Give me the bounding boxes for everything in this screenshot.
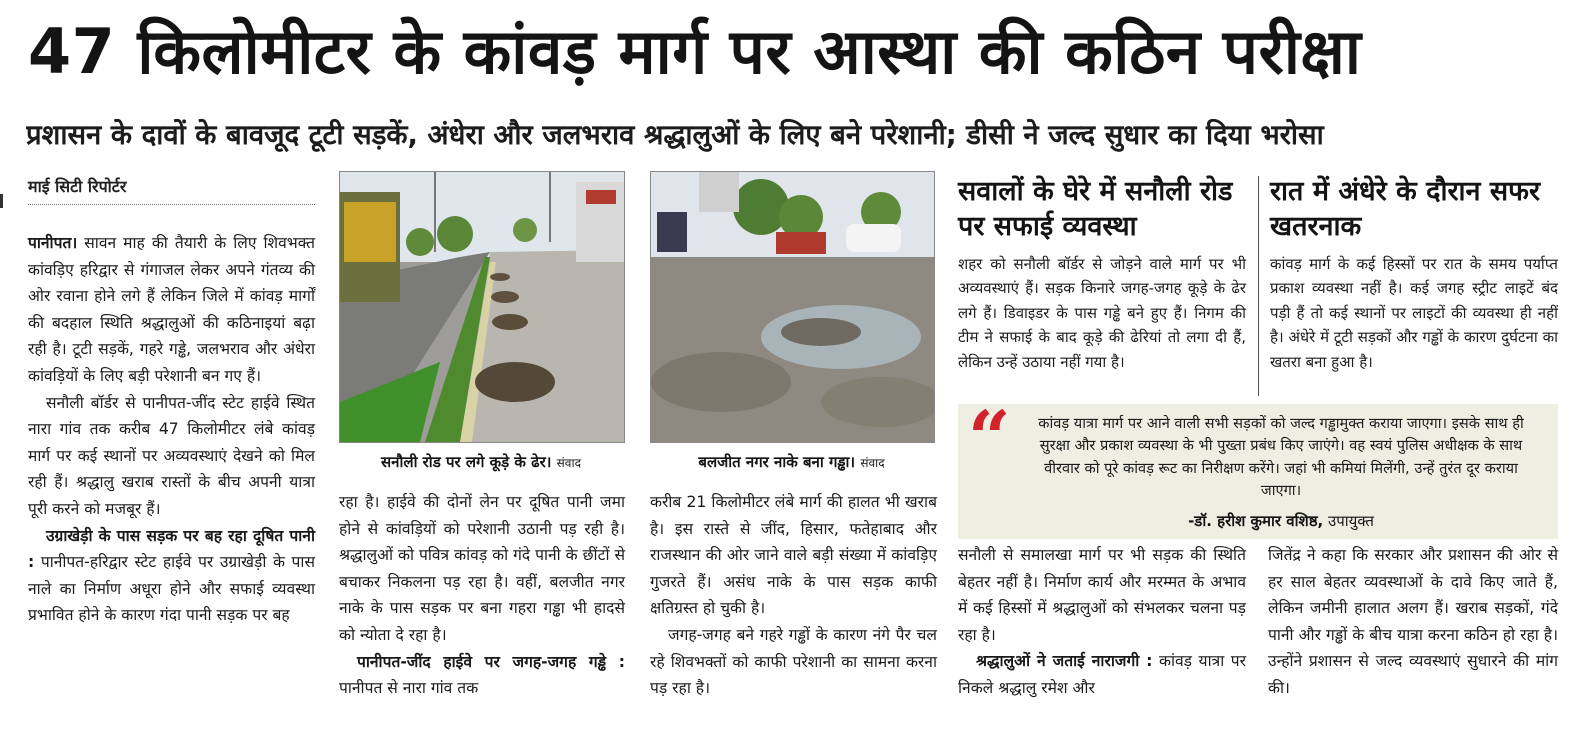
paragraph: सनौली बॉर्डर से पानीपत-जींद स्टेट हाईवे स्थित नारा गांव तक करीब 47 किलोमीटर लंबे कांवड़ मार्ग पर कई स्थानों पर अव्यवस्थाएं देखने को मिल रही हैं। श्रद्धालु खराब रास्तों के बीच अपनी यात्रा पूरी करने को मजबूर हैं।: [28, 393, 315, 518]
subhead: उग्राखेड़ी के पास सड़क पर बह रहा दूषित पानी :: [28, 526, 315, 572]
photo-pothole: [650, 171, 935, 443]
photo-caption-2: [650, 451, 933, 474]
sidebar-title-darkness: रात में अंधेरे के दौरान सफर खतरनाक: [1270, 176, 1541, 242]
paragraph-text: सावन माह की तैयारी के लिए शिवभक्त कांवड़िए हरिद्वार से गंगाजल लेकर अपने गंतव्य की ओर रवाना होने लगे हैं लेकिन जिले में कांवड़ मार्गों की बदहाल स्थिति श्रद्धालुओं की कठिनाइयां बढ़ा रही है। टूटी सड़कें, गहरे गड्ढे, जलभराव और अंधेरा कांवड़ियों के लिए बड़ी परेशानी बन गए हैं।: [28, 234, 315, 385]
column-divider: [1258, 176, 1259, 396]
quote-mark-icon: “: [968, 396, 1011, 482]
article-column-5: [958, 542, 1246, 702]
paragraph: [958, 648, 1246, 701]
paragraph: [339, 649, 625, 702]
caption-text: बलजीत नगर नाके बना गड्ढा।: [698, 453, 856, 471]
sidebar-title-sanitation: सवालों के घेरे में सनौली रोड पर सफाई व्यवस्था: [958, 176, 1233, 242]
caption-text: सनौली रोड पर लगे कूड़े के ढेर।: [381, 453, 552, 471]
photo-garbage-heaps: [339, 171, 625, 443]
author-name: -डॉ. हरीश कुमार वशिष्ठ,: [1188, 512, 1324, 530]
subhead: श्रद्धालुओं ने जताई नाराजगी :: [976, 652, 1153, 671]
paragraph-text: पानीपत-हरिद्वार स्टेट हाईवे पर उग्राखेड़ी के पास नाले का निर्माण अधूरा होने और सफाई व्यवस्था प्रभावित होने के कारण गंदा पानी सड़क पर बह: [28, 553, 315, 625]
photo-credit: संवाद: [556, 456, 581, 470]
margin-mark: [0, 194, 3, 208]
article-column-6: [1268, 542, 1558, 702]
article-column-2: [339, 489, 625, 702]
paragraph: [28, 230, 315, 390]
subheadline: प्रशासन के दावों के बावजूद टूटी सड़कें, अंधेरा और जलभराव श्रद्धालुओं के लिए बने परेशानी; डीसी ने जल्द सुधार का दिया भरोसा: [26, 119, 1324, 151]
sidebar-body-darkness: कांवड़ मार्ग के कई हिस्सों पर रात के समय पर्याप्त प्रकाश व्यवस्था नहीं है। कई जगह स्ट्रीट लाइटें बंद पड़ी हैं तो कई स्थानों पर लाइटों की व्यवस्था ही नहीं है। अंधेरे में टूटी सड़कों और गड्ढों के कारण दुर्घटना का खतरा बना हुआ है।: [1270, 255, 1558, 371]
paragraph: जितेंद्र ने कहा कि सरकार और प्रशासन की ओर से हर साल बेहतर व्यवस्थाओं के दावे किए जाते हैं, लेकिन जमीनी हालात अलग हैं। खराब सड़कों, गंदे पानी और गड्ढों के बीच यात्रा करना कठिन हो रहा है। उन्होंने प्रशासन से जल्द व्यवस्थाएं सुधारने की मांग की।: [1268, 546, 1558, 697]
quote-author: [1022, 510, 1540, 532]
paragraph: करीब 21 किलोमीटर लंबे मार्ग की हालत भी खराब है। इस रास्ते से जींद, हिसार, फतेहाबाद और राजस्थान की ओर जाने वाले बड़ी संख्या में कांवड़िए गुजरते हैं। असंध नाके के पास सड़क काफी क्षतिग्रस्त हो चुकी है।: [650, 493, 937, 618]
subhead: पानीपत-जींद हाईवे पर जगह-जगह गड्ढे :: [357, 652, 625, 671]
sidebar-body-sanitation: शहर को सनौली बॉर्डर से जोड़ने वाले मार्ग पर भी अव्यवस्थाएं हैं। सड़क किनारे जगह-जगह कूड़े के ढेर लगे हैं। डिवाइडर के पास गड्ढे बने हुए हैं। निगम की टीम ने सफाई के बाद कूड़े की ढेरियां तो लगा दी हैं, लेकिन उन्हें उठाया नहीं गया है।: [958, 255, 1246, 371]
author-designation: उपायुक्त: [1323, 512, 1374, 530]
paragraph-text: पानीपत से नारा गांव तक: [339, 679, 479, 698]
headline: 47 किलोमीटर के कांवड़ मार्ग पर आस्था की कठिन परीक्षा: [28, 15, 1362, 88]
paragraph: [28, 523, 315, 629]
photo-caption-1: [339, 451, 623, 474]
paragraph-text: कांवड़ यात्रा पर निकले श्रद्धालु रमेश और: [958, 652, 1246, 697]
byline: माई सिटी रिपोर्टर: [28, 176, 315, 205]
photo-credit: संवाद: [860, 456, 885, 470]
dateline: पानीपत।: [28, 234, 78, 252]
paragraph: सनौली से समालखा मार्ग पर भी सड़क की स्थिति बेहतर नहीं है। निर्माण कार्य और मरम्मत के अभाव में कई हिस्सों में श्रद्धालुओं को संभलकर चलना पड़ रहा है।: [958, 546, 1246, 644]
article-column-3: [650, 489, 937, 702]
paragraph: रहा है। हाईवे की दोनों लेन पर दूषित पानी जमा होने से कांवड़ियों को परेशानी उठानी पड़ रही है। श्रद्धालुओं को पवित्र कांवड़ को गंदे पानी के छींटों से बचाकर निकलना पड़ रहा है। वहीं, बलजीत नगर नाके के पास सड़क पर बना गहरा गड्ढा भी हादसे को न्योता दे रहा है।: [339, 493, 625, 644]
paragraph: जगह-जगह बने गहरे गड्ढों के कारण नंगे पैर चल रहे शिवभक्तों को काफी परेशानी का सामना करना पड़ रहा है।: [650, 625, 937, 698]
quote-text: कांवड़ यात्रा मार्ग पर आने वाली सभी सड़कों को जल्द गड्ढामुक्त कराया जाएगा। इसके साथ ही सुरक्षा और प्रकाश व्यवस्था के भी पुख्ता प्रबंध किए जाएंगे। वह स्वयं पुलिस अधीक्षक के साथ वीरवार को पूरे कांवड़ रूट का निरीक्षण करेंगे। जहां भी कमियां मिलेंगी, उन्हें तुरंत दूर कराया जाएगा।: [1038, 415, 1524, 500]
article-column-1: [28, 230, 315, 629]
